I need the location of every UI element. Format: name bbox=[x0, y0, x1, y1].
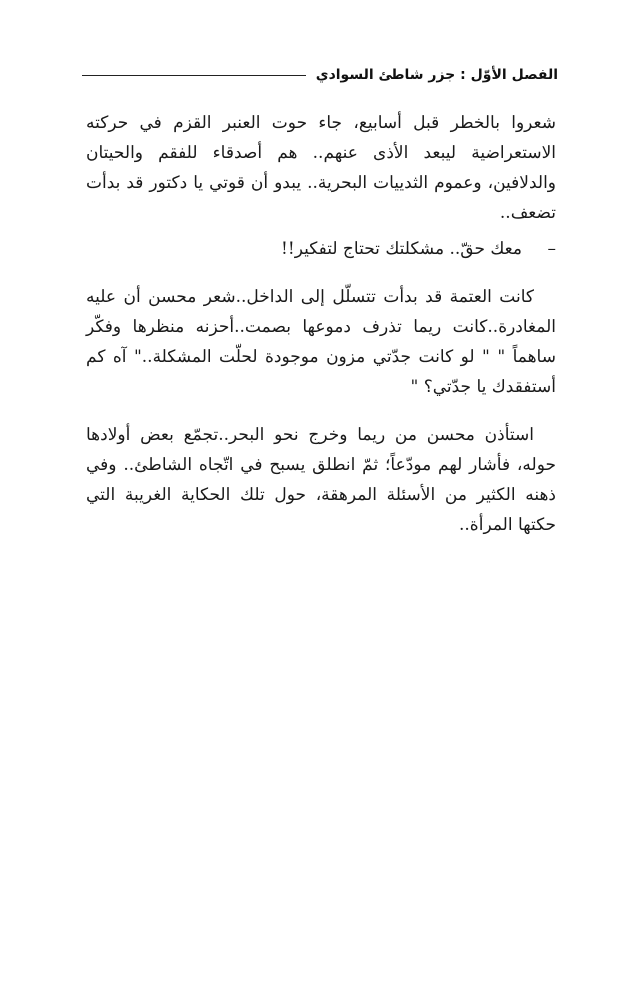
paragraph-1: شعروا بالخطر قبل أسابيع، جاء حوت العنبر القزم في حركته الاستعراضية ليبعد الأذى عنهم.. هم أصدقاء للفقم والحيتان والدلافين، وعموم الثدييات البحرية.. يبدو أن قوتي يا دكتور قد بدأت تضعف.. bbox=[86, 113, 556, 223]
chapter-title: الفصل الأوّل : جزر شاطئ السوادي bbox=[315, 67, 558, 83]
dialogue-dash: – bbox=[547, 239, 556, 259]
page-body bbox=[86, 108, 556, 540]
header-rule bbox=[82, 75, 306, 76]
dialogue-line bbox=[86, 234, 556, 264]
dialogue-text: معك حقّ.. مشكلتك تحتاج لتفكير!! bbox=[281, 239, 522, 259]
paragraph-3: استأذن محسن من ريما وخرج نحو البحر..تجمّع بعض أولادها حوله، فأشار لهم مودّعاً؛ ثمّ انطلق يسبح في اتّجاه الشاطئ.. وفي ذهنه الكثير من الأسئلة المرهقة، حول تلك الحكاية الغريبة التي حكتها المرأة.. bbox=[86, 425, 556, 535]
running-header bbox=[82, 62, 558, 88]
paragraph-2: كانت العتمة قد بدأت تتسلّل إلى الداخل..شعر محسن أن عليه المغادرة..كانت ريما تذرف دموعها بصمت..أحزنه منظرها وفكّر ساهماً " " لو كانت جدّتي مزون موجودة لحلّت المشكلة.." آه كم أستفقدك يا جدّتي؟ " bbox=[86, 287, 556, 397]
